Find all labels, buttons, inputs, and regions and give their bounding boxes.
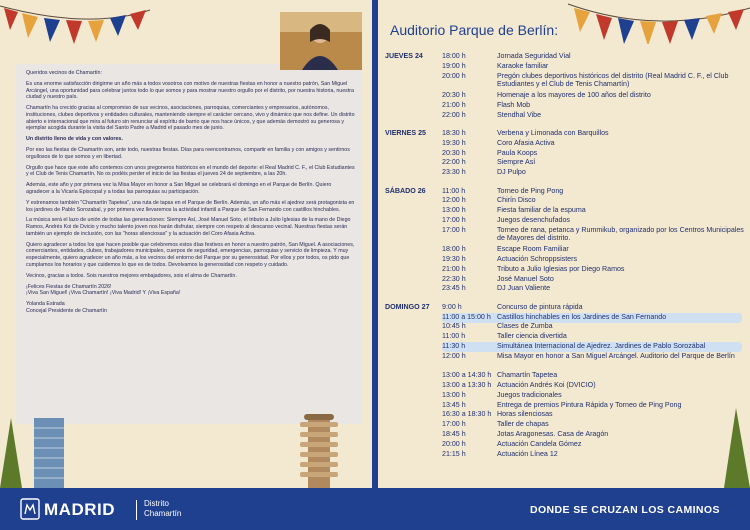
event-time: 21:15 h xyxy=(442,449,466,458)
event-name: Taller de chapas xyxy=(497,420,549,429)
event-name: Stendhal Vibe xyxy=(497,110,542,119)
event-name: Torneo de Ping Pong xyxy=(497,186,564,195)
event-time: 12:00 h xyxy=(442,196,466,205)
event-name: José Manuel Soto xyxy=(497,274,554,283)
schedule-row xyxy=(442,245,742,255)
event-name: Horas silenciosas xyxy=(497,410,553,419)
letter-paragraph: Es una enorme satisfacción dirigirme un año más a todos vosotros con motivo de nuestras fiestas en honor a nuestro patrón, San Miguel Arcángel, una oportunidad para celebrar juntos todo lo que somos y para mostrar nuestro orgullo por el distrito, por nuestra historia, nuestra ciudad y nuestro país. xyxy=(26,80,355,101)
event-time: 21:00 h xyxy=(442,100,466,109)
event-time: 11:00 h xyxy=(442,186,466,195)
letter-panel xyxy=(0,0,372,488)
event-time: 18:30 h xyxy=(442,129,466,137)
event-time: 22:00 h xyxy=(442,110,466,119)
schedule-row xyxy=(442,187,742,197)
event-name: Tributo a Julio Iglesias por Diego Ramos xyxy=(497,264,625,273)
letter-paragraph: Chamartín ha crecido gracias al compromiso de sus vecinos, asociaciones, parroquias, comerciantes y empresarios, autónomos, instituciones, clubes deportivos y entidades culturales, manteniendo siempre el carácter cercano, vivo y dinámico que nos define. Un distrito abierto e internacional que mira al futuro sin renunciar al espíritu de barrio que nos hace únicos, y que además demostró su generosa y ejemplar acogida durante la visita del Santo Padre a Madrid el pasado mes de junio. xyxy=(26,105,355,132)
event-name: Verbena y Limonada con Barquillos xyxy=(497,129,609,137)
letter-paragraph: Un distrito lleno de vida y con valores. xyxy=(26,136,123,143)
event-name: Pregón clubes deportivos históricos del distrito (Real Madrid C. F., el Club Estudiantes y el Club de Tenis Chamartín) xyxy=(497,71,729,88)
tree-decoration xyxy=(720,408,750,488)
schedule-row xyxy=(442,168,742,178)
event-time: 20:00 h xyxy=(442,71,466,80)
schedule-row xyxy=(442,342,742,352)
event-name: Actuación Línea 12 xyxy=(497,449,558,458)
event-name: Siempre Así xyxy=(497,158,536,167)
event-name: Concurso de pintura rápida xyxy=(497,302,583,311)
event-time: 13:45 h xyxy=(442,400,466,409)
schedule-row xyxy=(442,255,742,265)
schedule-row xyxy=(442,440,742,450)
letter-paragraph: Por eso las fiestas de Chamartín son, ante todo, nuestras fiestas. Días para reencontrarnos, compartir en familia y con amigos y sentirnos orgullosos de lo que somos y en libertad. xyxy=(26,147,350,160)
letter-paragraph: La música será el lazo de unión de todas las generaciones: Siempre Así, José Manuel Soto, el tributo a Julio Iglesias de la mano de Diego Ramos, Andrés Koi de Dvicio y mucho talento joven nos harán disfrutar, siempre con respeto al descanso vecinal. Nuestras fiestas serán también un ejemplo de inclusión, con las "horas silenciosas" y la actuación del Coro Afasia Activa. xyxy=(26,217,351,237)
event-time: 20:30 h xyxy=(442,148,466,157)
letter-paragraph: Queridos vecinos de Chamartín: xyxy=(26,70,102,76)
event-name: Coro Afasia Activa xyxy=(497,138,555,147)
schedule-row xyxy=(442,71,742,88)
letter-paragraph: Vecinos, gracias a todos. Sois nuestros mejores embajadores, sois el alma de Chamartín. xyxy=(26,272,237,279)
footer-separator xyxy=(136,500,137,520)
event-time: 23:45 h xyxy=(442,284,466,293)
event-time: 13:00 h xyxy=(442,206,466,215)
event-time: 10:45 h xyxy=(442,322,466,331)
schedule-row xyxy=(442,371,742,381)
schedule-row xyxy=(442,225,744,242)
event-time: 13:00 h xyxy=(442,390,466,399)
event-time: 18:00 h xyxy=(442,245,466,254)
event-time: 11:00 h xyxy=(442,332,466,341)
letter-paragraph: ¡Felices Fiestas de Chamartín 2026! ¡Viva San Miguel! ¡Viva Chamartín! ¡Viva Madrid! Y ¡Viva España! xyxy=(26,283,181,297)
event-time: 17:00 h xyxy=(442,225,466,234)
event-time: 19:30 h xyxy=(442,255,466,263)
day-label: DOMINGO 27 xyxy=(385,302,430,311)
schedule-row xyxy=(442,216,742,226)
schedule-row xyxy=(442,303,742,313)
event-time: 13:00 a 13:30 h xyxy=(442,381,492,389)
schedule-title: Auditorio Parque de Berlín: xyxy=(390,22,559,38)
schedule-row xyxy=(442,158,742,168)
schedule-row xyxy=(442,322,742,332)
schedule-row xyxy=(442,420,742,430)
event-time: 19:00 h xyxy=(442,61,466,70)
event-name: Actuación Candela Gómez xyxy=(497,439,582,448)
event-name: Flash Mob xyxy=(497,100,531,109)
event-time: 21:00 h xyxy=(442,264,466,273)
event-time: 18:00 h xyxy=(442,52,466,60)
event-name: Chamartín Tapetea xyxy=(497,371,558,380)
event-name: Chirín Disco xyxy=(497,196,536,205)
tree-decoration xyxy=(0,418,22,488)
event-name: Misa Mayor en honor a San Miguel Arcángel. Auditorio del Parque de Berlín xyxy=(497,351,735,360)
event-name: Karaoke familiar xyxy=(497,61,549,70)
schedule-row xyxy=(442,275,742,285)
event-name: Entrega de premios Pintura Rápida y Torneo de Ping Pong xyxy=(497,400,682,409)
event-time: 17:00 h xyxy=(442,215,466,224)
footer-district-line1: Distrito xyxy=(144,499,169,508)
event-name: Clases de Zumba xyxy=(497,322,553,331)
event-name: DJ Juan Valiente xyxy=(497,284,551,293)
event-time: 20:30 h xyxy=(442,91,466,100)
event-name: Actuación Schroppsisters xyxy=(497,255,578,263)
event-time: 11:30 h xyxy=(442,341,466,350)
letter-text xyxy=(26,70,356,319)
event-name: Juegos tradicionales xyxy=(497,390,562,399)
schedule-row xyxy=(442,450,742,460)
schedule-row xyxy=(442,381,742,391)
schedule-row xyxy=(442,129,742,139)
schedule-row xyxy=(442,284,742,294)
event-time: 11:00 a 15:00 h xyxy=(442,312,491,321)
torres-blancas-illustration xyxy=(290,410,348,488)
event-time: 9:00 h xyxy=(442,302,462,311)
event-time: 16:30 a 18:30 h xyxy=(442,410,492,419)
event-name: Paula Koops xyxy=(497,148,538,157)
schedule-row xyxy=(442,430,742,440)
schedule-row xyxy=(442,111,742,121)
day-label: VIERNES 25 xyxy=(385,129,427,137)
schedule-row xyxy=(442,139,742,149)
schedule-row xyxy=(442,101,742,111)
footer-slogan: DONDE SE CRUZAN LOS CAMINOS xyxy=(530,504,720,516)
event-time: 20:00 h xyxy=(442,439,466,448)
event-name: Fiesta familiar de la espuma xyxy=(497,206,586,215)
schedule-row xyxy=(442,332,742,342)
event-name: Taller ciencia divertida xyxy=(497,332,567,341)
schedule-row xyxy=(442,52,742,62)
event-name: Escape Room Familiar xyxy=(497,245,569,254)
schedule-row xyxy=(442,401,742,411)
event-name: Jotas Aragonesas. Casa de Aragón xyxy=(497,430,609,438)
event-name: Juegos desenchufados xyxy=(497,215,570,224)
event-name: Torneo de rana, petanca y Rummikub, organizado por los Centros Municipales de Mayores del distrito. xyxy=(497,225,744,242)
letter-paragraph: Yolanda Estrada Concejal Presidente de Chamartín xyxy=(26,301,107,314)
tower-building-illustration xyxy=(30,418,70,488)
schedule-row xyxy=(442,196,742,206)
event-time: 19:30 h xyxy=(442,138,466,147)
event-name: Homenaje a los mayores de 100 años del distrito xyxy=(497,91,651,100)
event-name: Jornada Seguridad Vial xyxy=(497,52,571,60)
schedule-row xyxy=(442,410,742,420)
schedule-row xyxy=(442,352,742,362)
letter-paragraph: Quiero agradecer a todos los que hacen posible que celebremos estos días festivos en honor a nuestro patrón, San Miguel. A asociaciones, comerciantes, entidades, clubes, trabajadores municipales, cuerpos de seguridad, emergencias, parroquias y servicio de limpieza. Y muy especialmente, quiero agradecer un año más, a los vecinos del entorno del Parque por su generosidad. Por ellos y por todos, os pido que cumplamos los horarios y que cuidemos lo que es de todos. Devolvamos la generosidad con respeto y cuidado. xyxy=(26,241,355,268)
event-time: 13:00 a 14:30 h xyxy=(442,371,492,380)
event-name: Castillos hinchables en los Jardines de San Fernando xyxy=(497,312,667,321)
footer-district-line2: Chamartín xyxy=(144,509,182,518)
event-name: Actuación Andrés Koi (DVICIO) xyxy=(497,381,596,389)
schedule-panel xyxy=(378,0,750,488)
portrait-photo xyxy=(280,12,362,70)
schedule-row xyxy=(442,265,742,275)
schedule-row xyxy=(442,91,742,101)
event-name: Simultánea Internacional de Ajedrez. Jardines de Pablo Sorozábal xyxy=(497,341,706,350)
event-time: 18:45 h xyxy=(442,430,466,438)
event-time: 22:30 h xyxy=(442,274,466,283)
schedule-row xyxy=(442,391,742,401)
letter-paragraph: Orgullo que hace que este año contemos con unos pregoneros históricos en el mundo del deporte: el Real Madrid C. F., el Club Estudiantes y el Club de Tenis Chamartín. No os podéis perder el inicio de las fiestas el jueves 24 de septiembre, a las 20h. xyxy=(26,164,355,178)
event-time: 17:00 h xyxy=(442,420,466,429)
schedule-row xyxy=(442,313,742,323)
madrid-logo-icon xyxy=(20,498,40,520)
event-name: DJ Pulpo xyxy=(497,168,526,177)
schedule-row xyxy=(442,62,742,72)
letter-paragraph: Y estrenamos también "Chamartín Tapetea", una ruta de tapas en el Parque de Berlín. Además, un año más el ajedrez será protagonista en los jardines de Pablo Sorozabal, y por primera vez llevaremos la actividad infantil a Parque de San Fernando con castillos hinchables. xyxy=(26,199,355,213)
day-label: JUEVES 24 xyxy=(385,52,423,60)
event-time: 22:00 h xyxy=(442,158,466,167)
event-time: 23:30 h xyxy=(442,168,466,177)
letter-paragraph: Además, este año y por primera vez la Misa Mayor en honor a San Miguel se celebrará el domingo en el Parque de Berlín. Quiero agradecer a la Vicaría Episcopal y a todas las parroquias su participación. xyxy=(26,182,332,195)
schedule-row xyxy=(442,149,742,159)
footer-district xyxy=(144,499,181,519)
event-time: 12:00 h xyxy=(442,351,466,360)
schedule-row xyxy=(442,206,742,216)
day-label: SÁBADO 26 xyxy=(385,186,426,195)
footer-brand: MADRID xyxy=(44,500,115,519)
